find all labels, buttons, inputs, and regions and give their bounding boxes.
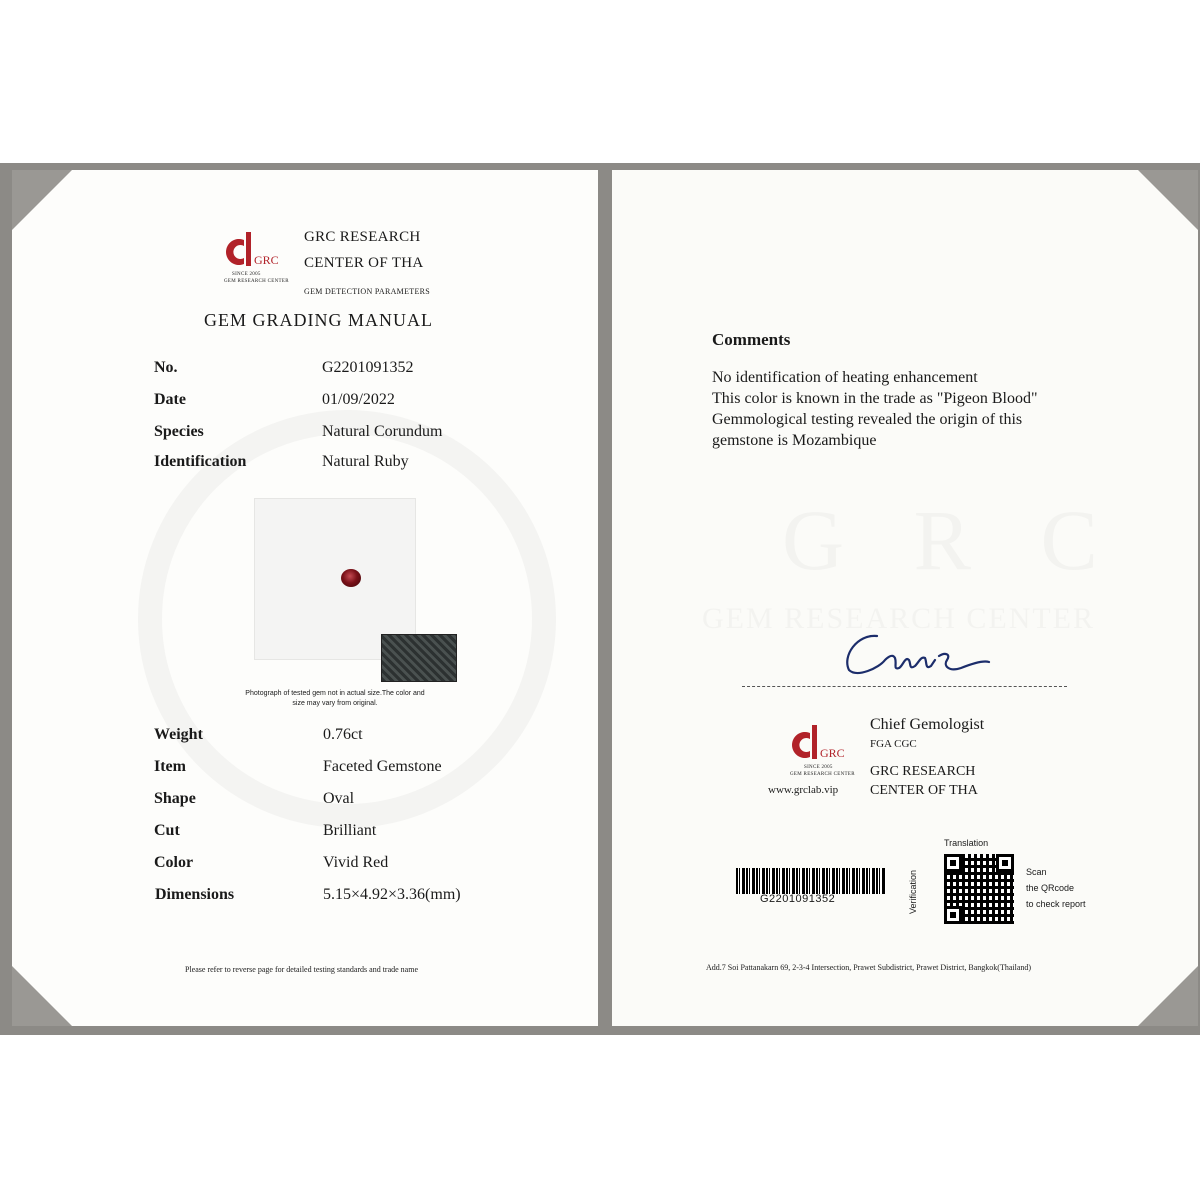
qr-scan-line: the QRcode — [1026, 883, 1075, 893]
gem-photo — [255, 499, 415, 659]
grc-logo — [224, 232, 304, 302]
qr-verification-label: Verification — [908, 869, 918, 914]
watermark-center: GEM RESEARCH CENTER — [702, 602, 1096, 635]
field-value-identification: Natural Ruby — [322, 453, 409, 470]
website: www.grclab.vip — [768, 784, 839, 796]
header-name-line2: CENTER OF THA — [304, 255, 424, 271]
watermark-grc: G R C — [782, 492, 1122, 588]
field-label-date: Date — [154, 391, 186, 408]
field-value-item: Faceted Gemstone — [323, 758, 442, 775]
field-value-shape: Oval — [323, 790, 355, 807]
corner-tab — [1138, 170, 1198, 230]
field-label-weight: Weight — [154, 726, 203, 743]
field-label-color: Color — [154, 854, 194, 871]
comments-heading: Comments — [712, 330, 791, 349]
qr-scan-line: Scan — [1026, 867, 1047, 877]
org-name-line1: GRC RESEARCH — [870, 764, 976, 779]
logo-center: GEM RESEARCH CENTER — [224, 279, 289, 284]
document-title: GEM GRADING MANUAL — [204, 310, 433, 330]
grc-logo-mark — [790, 725, 820, 759]
field-label-no: No. — [154, 359, 178, 376]
logo-since: SINCE 2005 — [232, 272, 261, 277]
field-value-color: Vivid Red — [323, 854, 389, 871]
comment-line: gemstone is Mozambique — [712, 432, 877, 449]
header-subtitle: GEM DETECTION PARAMETERS — [304, 287, 431, 296]
qr-finder — [944, 854, 962, 872]
field-label-cut: Cut — [154, 822, 180, 839]
corner-tab — [1138, 966, 1198, 1026]
grc-logo-text: GRC — [254, 253, 279, 267]
photo-note-line2: size may vary from original. — [292, 700, 378, 707]
signer-title: Chief Gemologist — [870, 716, 985, 733]
org-name-line2: CENTER OF THA — [870, 783, 978, 798]
signature — [837, 626, 992, 681]
field-label-dimensions: Dimensions — [155, 886, 235, 903]
hologram-sticker — [381, 634, 457, 682]
comment-line: This color is known in the trade as "Pigeon Blood" — [712, 390, 1038, 407]
qr-scan-instructions — [1026, 864, 1086, 912]
left-page — [12, 170, 598, 1026]
comment-line: Gemmological testing revealed the origin of this — [712, 411, 1023, 428]
verification-qr-code[interactable] — [944, 854, 1014, 924]
photo-note — [225, 689, 445, 709]
signature-line — [742, 686, 1067, 687]
field-value-weight: 0.76ct — [323, 726, 363, 743]
address: Add.7 Soi Pattanakarn 69, 2-3-4 Intersection, Prawet Subdistrict, Prawet District, Bangkok(Thailand) — [706, 963, 1032, 972]
qr-finder — [944, 906, 962, 924]
logo-center: GEM RESEARCH CENTER — [790, 772, 855, 777]
left-footer-note: Please refer to reverse page for detailed testing standards and trade name — [185, 965, 419, 974]
corner-tab — [12, 170, 72, 230]
barcode-number: G2201091352 — [760, 893, 836, 905]
comment-line: No identification of heating enhancement — [712, 369, 978, 386]
qr-finder — [996, 854, 1014, 872]
field-value-date: 01/09/2022 — [322, 391, 395, 408]
field-label-identification: Identification — [154, 453, 247, 470]
signer-credentials: FGA CGC — [870, 738, 917, 750]
header-name-line1: GRC RESEARCH — [304, 229, 421, 245]
field-label-species: Species — [154, 423, 204, 440]
report-barcode — [736, 868, 886, 894]
grc-logo-text: GRC — [820, 746, 845, 760]
qr-translation-label: Translation — [944, 838, 989, 848]
field-value-cut: Brilliant — [323, 822, 377, 839]
corner-tab — [12, 966, 72, 1026]
logo-since: SINCE 2005 — [804, 765, 833, 770]
photo-note-line1: Photograph of tested gem not in actual size.The color and — [245, 690, 425, 697]
right-page — [612, 170, 1198, 1026]
qr-scan-line: to check report — [1026, 899, 1086, 909]
field-value-species: Natural Corundum — [322, 423, 443, 440]
grc-logo-mark — [224, 232, 254, 266]
field-value-dimensions: 5.15×4.92×3.36(mm) — [323, 886, 461, 903]
ruby-gem — [341, 569, 361, 587]
field-value-no: G2201091352 — [322, 359, 414, 376]
field-label-item: Item — [154, 758, 186, 775]
field-label-shape: Shape — [154, 790, 196, 807]
